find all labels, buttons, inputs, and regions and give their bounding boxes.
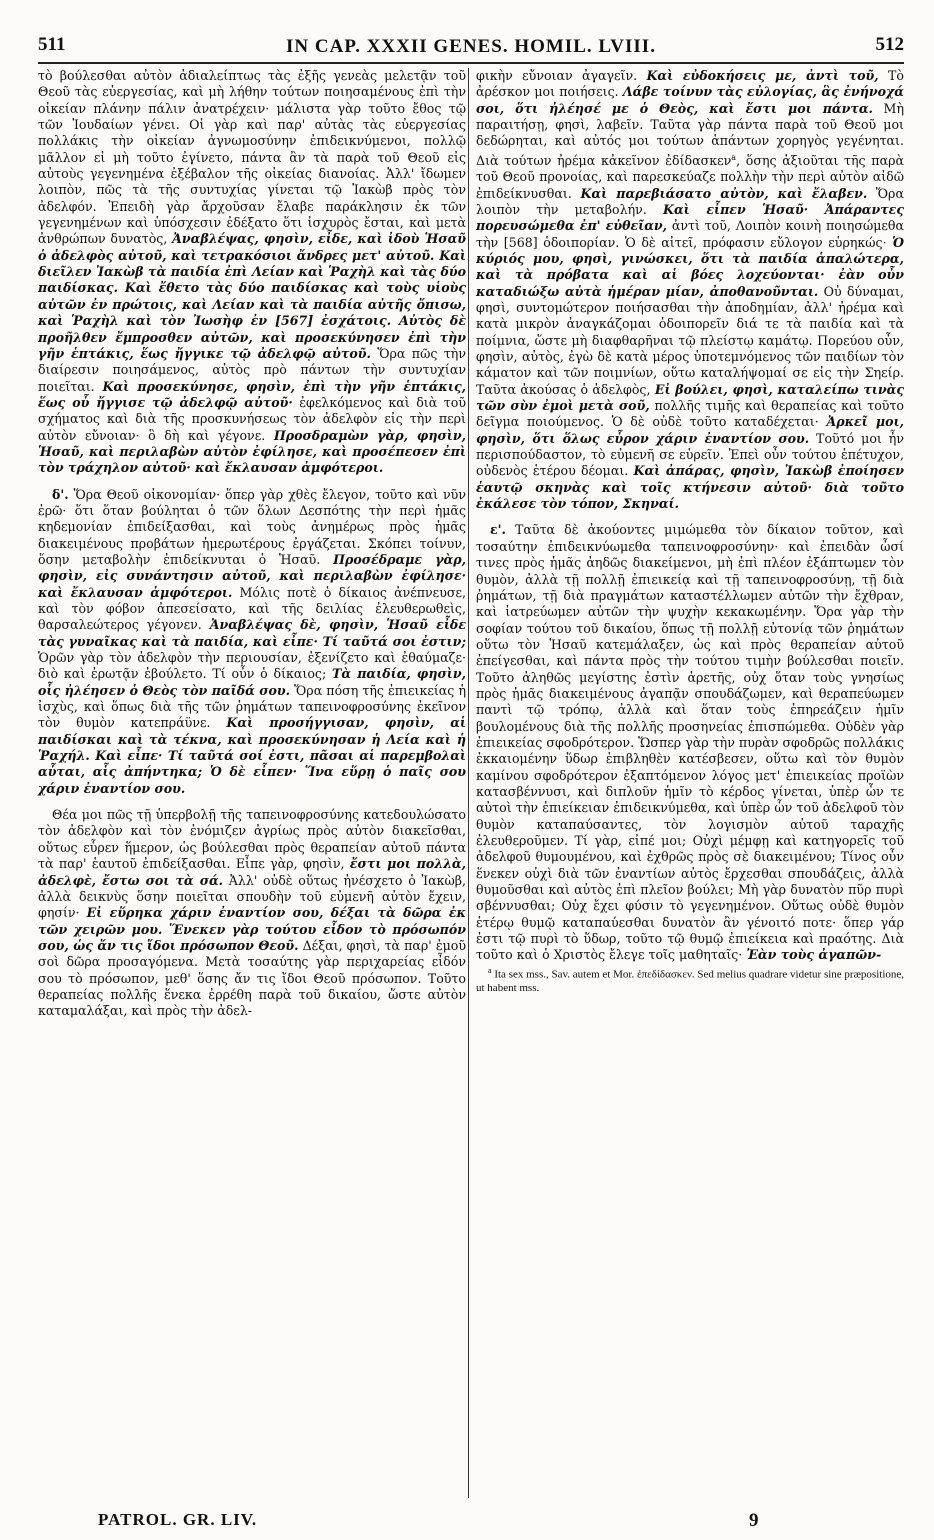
page-number-left: 511 (38, 34, 66, 55)
scripture-quote: Εἰ βούλει, φησὶ, καταλείπω τινὰς τῶν σὺν ἐμοὶ μετὰ σοῦ, (476, 381, 904, 414)
body-text: Ὅρα λοιπὸν τὴν μεταβολήν. (476, 185, 904, 217)
scripture-quote: Ἐὰν τοὺς ἀγαπῶν- (746, 947, 882, 963)
body-text: πολλῆς τιμῆς καὶ θεραπείας καὶ τοῦτο δεῖγμα ποιούμενος. Ὁ δὲ οὐδὲ τοῦτο καταδέχεται· (476, 398, 904, 430)
scripture-quote: ἔστι μοι πολλὰ, ἀδελφὲ, ἔστω σοι τὰ σά. (38, 856, 466, 888)
body-text: Ἀλλ' οὐδὲ οὕτως ἠνέσχετο ὁ Ἰακὼβ, ἀλλὰ δεικνὺς ὅσην ποιεῖται σπουδὴν τοῦ εὐμενῆ αὐτὸν ἔχειν, φησίν· (38, 872, 466, 921)
scripture-quote: Καὶ εὐδοκήσεις με, ἀντὶ τοῦ, (646, 68, 879, 83)
body-text: Θέα μοι πῶς τῇ ὑπερβολῇ τῆς ταπεινοφροσύνης κατεδουλώσατο τὸν ἀδελφὸν καὶ τὸν ἐνόμιζεν ἀγρίως πρὸς αὐτὸν διακεῖσθαι, οὕτως εὗρεν ἥμερον, ὡς βούλεσθαι πρὸς θεραπείαν αὐτοῦ πάντα τὰ παρ' ἑαυτοῦ ἐπιδείξασθαι. Εἶπε γὰρ, φησὶν, (38, 807, 466, 872)
signature-mark: 9 (749, 1510, 759, 1531)
body-text: Οὐ δύναμαι, φησὶ, συντομώτερον ποιήσασθαι τὴν ἀποδημίαν, ἀλλ' ἠρέμα καὶ κατὰ μικρὸν ἀναγκάζομαι ὁδοιπορεῖν διά τε τὰ παιδία καὶ τὰ ποίμνια, ὥστε μὴ διαφθαρῆναι τῷ πλείστῳ καμάτῳ. Πορεύου οὖν, φησὶν, αὐτὸς, ἐγὼ δὲ κατὰ μέρος ὑποτεμνόμενος τῶν παιδίων τὸν κάματον καὶ τῶν ποιμνίων, οὕτω καταλήψομαί σε εἰς τὴν Σηείρ. Ταῦτα ἀκούσας ὁ ἀδελφὸς, (476, 283, 904, 397)
body-text: Μόλις ποτὲ ὁ δίκαιος ἀνέπνευσε, καὶ τὸν φόβον ἀπεσείσατο, καὶ τῆς δειλίας ἐλευθερωθεὶς, θαρσαλεώτερος γέγονεν. (38, 584, 466, 633)
right-column (476, 68, 904, 995)
scripture-quote: Καὶ παρεβιάσατο αὐτὸν, καὶ ἔλαβεν. (580, 185, 868, 201)
scripture-quote: Εἰ εὕρηκα χάριν ἐναντίον σου, δέξαι τὰ δῶρα ἐκ τῶν χειρῶν μου. Ἕνεκεν γὰρ τούτου εἶδον τὸ πρόσωπόν σου, ὡς ἄν τις ἴδοι πρόσωπον Θεοῦ. (38, 905, 466, 953)
body-text: Ταῦτα δὲ ἀκούοντες μιμώμεθα τὸν δίκαιον τοῦτον, καὶ τοσαύτην ἐπιδεικνύωμεθα ταπεινοφροσύνην· καὶ ἐπειδὰν ὦσί τινες πρὸς ἡμᾶς ἀηδῶς διακείμενοι, μὴ ἐπὶ πλέον ἐξάπτωμεν τὸν θυμὸν, ἀλλὰ τῇ πολλῇ ἐπιεικείᾳ καὶ τῇ ταπεινοφροσύνῃ, τῇ διὰ ῥημάτων, τῇ διὰ πραγμάτων καταστέλλωμεν αὐτῶν τὴν ἔχθραν, καὶ ἰατρεύωμεν αὐτῶν τὴν ψυχὴν κεκακωμένην. Ὅρα γὰρ τὴν σοφίαν τούτου τοῦ δικαίου, ὅπως τῇ πολλῇ εὐτονίᾳ τῶν ῥημάτων οὕτω τὸν Ἡσαῦ κατεμάλαξεν, ὡς καὶ πρὸς θεραπείαν αὐτοῦ ἐπείγεσθαι, καὶ πάντα πρὸς τὴν τούτου τιμὴν βούλεσθαι ποιεῖν. Τοῦτο ἀληθῶς μεγίστης ἐστὶν ἀρετῆς, οὐχ ὅταν τοὺς γνησίως πρὸς ἡμᾶς διακειμένους ἀγαπᾷν σπουδάζωμεν, καὶ θεραπεύωμεν παντὶ τῷ τρόπῳ, ἀλλὰ καὶ ὅταν τοὺς ἐπηρεάζειν ἡμῖν βουλομένους διὰ τῆς πολλῆς προσηνείας ἐπισπώμεθα. Οὐδὲν γὰρ ἐπιεικείας σφοδρότερον. Ὥσπερ γὰρ τὴν πυρὰν σφοδρῶς πολλάκις ἐκκαιομένην ὕδωρ ἐπιβληθὲν κατέσβεσεν, οὕτω καὶ τὸν θυμὸν καμίνου σφοδρότερον ἐξαπτόμενον λόγος μετ' ἐπιεικείας προϊὼν κατασβέννυσι, καὶ διπλοῦν ἡμῖν τὸ κέρδος γίνεται, ὑπὲρ ὧν τε αὐτοὶ τὴν ἐπιείκειαν ἐπιδεικνύμεθα, καὶ ὑπὲρ ὧν τοῦ ἀδελφοῦ τὸν θυμὸν καταπαύσαντες, τὸν λογισμὸν αὐτοῦ ταραχῆς ἐλευθεροῦμεν. Τί γὰρ, εἰπέ μοι; Οὐχὶ μέμφῃ καὶ κατηγορεῖς τοῦ ἀδελφοῦ θυμουμένου, καὶ ἐχθρῶς πρὸς σὲ διακειμένου; Τίνος οὖν ἕνεκεν οὐχὶ διὰ τῶν ἐναντίων αὐτὸς ἔρχεσθαι σπουδάζεις, ἀλλὰ θυμοῦσθαι καὶ αὐτὸς ἐπὶ πλεῖον βούλει; Μὴ γὰρ δυνατὸν πῦρ πυρὶ σβέννυσθαι; Οὐχ ἔχει φύσιν τὸ γεγενημένον. Οὕτως οὐδὲ θυμὸν ἑτέρῳ θυμῷ καταπαύεσθαι δυνατὸν ἂν γένοιτό ποτε· ὅπερ γάρ ἐστι τῷ πυρὶ τὸ ὕδωρ, τοῦτο τῷ θυμῷ ἐπιείκεια καὶ πραότης. Διὰ τοῦτο καὶ ὁ Χριστὸς ἔλεγε τοῖς μαθηταῖς· (476, 522, 904, 963)
paragraph (38, 68, 466, 477)
column-divider (468, 68, 469, 1498)
paragraph (38, 807, 466, 1019)
header-rule (38, 62, 904, 64)
left-column (38, 68, 466, 1020)
section-number: ε'. (490, 522, 506, 538)
body-text: Μὴ παραιτήσῃ, φησὶ, λαβεῖν. Ταῦτα γὰρ πάντα παρὰ τοῦ Θεοῦ μοι δεδώρηται, καὶ αὐτός μοι τούτων ἁπάντων χορηγὸς γεγένηται. Διὰ τούτων ἠρέμα κἀκεῖνον ἐδίδασκεν (476, 100, 904, 168)
series-volume-label: PATROL. GR. LIV. (98, 1510, 258, 1529)
scripture-quote: Καὶ προσεκύνησε, φησὶν, ἐπὶ τὴν γῆν ἑπτάκις, ἕως οὗ ἤγγισε τῷ ἀδελφῷ αὐτοῦ· (38, 378, 466, 410)
body-text: ἐφελκόμενος καὶ διὰ τοῦ σχήματος καὶ διὰ τῆς προσκυνήσεως τὸν ἀδελφὸν εἰς τὴν περὶ αὐτὸν εὔνοιαν· ὃ δὴ καὶ γέγονε. (38, 394, 466, 443)
scripture-quote: Τὰ παιδία, φησὶν, οἷς ἠλέησεν ὁ Θεὸς τὸν παῖδά σου. (38, 666, 466, 698)
body-text: Δέξαι, φησὶ, τὰ παρ' ἐμοῦ σοὶ δῶρα προσαγόμενα. Μετὰ τοσαύτης γὰρ περιχαρείας εἶδόν σου τὸ πρόσωπον, μεθ' ὅσης ἄν τις ἴδοι Θεοῦ πρόσωπον. Τοῦτο θεραπείας πολλῆς ἕνεκα ἐρρέθη παρὰ τοῦ δικαίου, ὥστε αὐτὸν καταμαλάξαι, καὶ πρὸς τὴν ἀδελ- (38, 937, 466, 1019)
scripture-quote: Καὶ εἶπεν Ἡσαῦ· Ἀπάραντες πορευσώμεθα ἐπ' εὐθεῖαν, (476, 201, 904, 234)
body-text: Τὸ ἀρέσκον μοι ποιήσεις. (476, 68, 904, 100)
running-header (38, 34, 904, 60)
footnote-reference: a (731, 152, 737, 162)
footnote (476, 964, 904, 996)
paragraph (476, 68, 904, 512)
scripture-quote: Καὶ ἀπάρας, φησὶν, Ἰακὼβ ἐποίησεν ἑαυτῷ σκηνὰς καὶ τοῖς κτήνεσιν αὐτοῦ· διὰ τοῦτο ἐκάλεσε τὸν τόπον, Σκηναί. (476, 463, 904, 512)
page-footer (38, 1510, 904, 1536)
scripture-quote: Προσέδραμε γὰρ, φησὶν, εἰς συνάντησιν αὐτοῦ, καὶ περιλαβὼν ἐφίλησε· καὶ ἔκλαυσαν ἀμφότεροι. (38, 551, 466, 600)
body-text: φικὴν εὔνοιαν ἀγαγεῖν. (476, 68, 638, 83)
section-number: δ'. (52, 486, 69, 502)
body-text: Τοῦτό μοι ἦν περισπούδαστον, τὸ εὐμενῆ σε εὑρεῖν. Ἐπεὶ οὖν τούτου ἐπέτυχον, οὐδενὸς ἑτέρου δέομαι. (476, 430, 904, 479)
body-text: Ὁρῶν γὰρ τὸν ἀδελφὸν τὴν περιουσίαν, ἐξενίζετο καὶ ἐθαύμαζε· διὸ καὶ ἐρωτᾷν ἐβούλετο. Τί οὖν ὁ δίκαιος; (38, 650, 466, 682)
body-text: , ὅσης ἀξιοῦται τῆς παρὰ τοῦ Θεοῦ προνοίας, καὶ παρεσκεύαζε πολλὴν τὴν περὶ αὐτὸν αἰδῶ ἐπιδείκνυσθαι. (476, 152, 904, 201)
scripture-quote: Προσδραμὼν γὰρ, φησὶν, Ἡσαῦ, καὶ περιλαβὼν αὐτὸν ἐφίλησε, καὶ προσέπεσεν ἐπὶ τὸν τράχηλον αὐτοῦ· καὶ ἔκλαυσαν ἀμφότεροι. (38, 427, 466, 476)
paragraph (476, 522, 904, 963)
page-number-right: 512 (875, 34, 904, 55)
body-text: τὸ βούλεσθαι αὐτὸν ἀδιαλείπτως τὰς ἐξῆς γενεὰς μελετᾷν τοῦ Θεοῦ τὰς εὐεργεσίας, καὶ μὴ λήθην τούτων ποιησαμένους ἐπὶ τὴν οἰκείαν πλάνην πάλιν ἀνατρέχειν· μάλιστα γὰρ τοῦτο ἔθος τῷ τῶν Ἰουδαίων γένει. Οἱ γὰρ καὶ παρ' αὐτὰς τὰς εὐεργεσίας πολλάκις τὴν οἰκείαν ἀγνωμοσύνην ἐπιδεικνύμενοι, πολλῷ μᾶλλον εἰ μὴ τοῦτο ἐγίνετο, πάντα ἂν τὰ παρὰ τοῦ Θεοῦ εἰς αὐτοὺς γεγενημένα ἐξέβαλον τῆς οἰκείας διανοίας. Ἀλλ' ἴδωμεν λοιπὸν, πῶς τὰ τῆς συντυχίας γίνεται τῷ Ἰακὼβ πρὸς τὸν ἀδελφόν. Ἐπειδὴ γὰρ ἄρχοῦσαν ἔλαβε παράκλησιν ἐκ τῶν γεγενημένων καὶ ὑπόσχεσιν ἐδέξατο ὅτι ἰσχυρὸς ἔσται, καὶ μετὰ ἀνθρώπων δυνατὸς, (38, 68, 466, 247)
scripture-quote: Λάβε τοίνυν τὰς εὐλογίας, ἃς ἐνήνοχά σοι, ὅτι ἠλέησέ με ὁ Θεὸς, καὶ ἔστι μοι πάντα. (476, 84, 904, 116)
running-title: IN CAP. XXXII GENES. HOMIL. LVIII. (286, 36, 656, 57)
scripture-quote: Ἀναβλέψας, φησὶν, εἶδε, καὶ ἰδοὺ Ἡσαῦ ὁ ἀδελφὸς αὐτοῦ, καὶ τετρακόσιοι ἄνδρες μετ' αὐτοῦ. Καὶ διεῖλεν Ἰακὼβ τὰ παιδία ἐπὶ Λείαν καὶ Ῥαχὴλ καὶ τὰς δύο παιδίσκας. Καὶ ἔθετο τὰς δύο παιδίσκας καὶ τοὺς υἱοὺς αὐτῶν ἐν πρώτοις, καὶ Λείαν καὶ τὰ παιδία αὐτῆς ὄπισω, καὶ Ῥαχὴλ καὶ τὸν Ἰωσὴφ ἐν [567] ἐσχάτοις. Αὐτὸς δὲ προῆλθεν ἔμπροσθεν αὐτῶν, καὶ προσεκύνησεν ἐπὶ τὴν γῆν ἑπτάκις, ἕως ἤγγικε τῷ ἀδελφῷ αὐτοῦ. (38, 231, 466, 361)
body-text: Ὅρα πῶς τὴν διαίρεσιν ποιησάμενος, αὐτὸς πρὸ πάντων τὴν συντυχίαν ποιεῖται. (38, 345, 466, 394)
scripture-quote: Ἀναβλέψας δὲ, φησὶν, Ἡσαῦ εἶδε τὰς γυναῖκας καὶ τὰ παιδία, καὶ εἶπε· Τί ταῦτά σοι ἐστιν; (38, 617, 466, 649)
body-text: ἀντὶ τοῦ, Λοιπὸν κοινὴ ποιησώμεθα τὴν [568] ὁδοιπορίαν. Ὁ δὲ αἰτεῖ, πρόφασιν εὔλογον εὑρηκώς· (476, 218, 905, 250)
body-text: Ὅρα Θεοῦ οἰκονομίαν· ὅπερ γὰρ χθὲς ἔλεγον, τοῦτο καὶ νῦν ἐρῶ· ὅτι ὅταν βούληται ὁ τῶν ὅλων Δεσπότης τὴν περὶ ἡμᾶς κηδεμονίαν ἐπιδείξασθαι, καὶ τοὺς ἀνημέρως πρὸς ἡμᾶς διακειμένους προβάτων ἡμερωτέρους ἐργάζεται. Σκόπει τοίνυν, ὅσην μεταβολὴν ἐπιδείκνυται ὁ Ἡσαῦ. (38, 486, 466, 567)
footnote-text: Ita sex mss., Sav. autem et Mor. ἐπεδίδασκεν. Sed melius quadrare videtur sine præpositione, ut habent mss. (476, 968, 905, 995)
scripture-quote: Καὶ προσήγγισαν, φησὶν, αἱ παιδίσκαι καὶ τὰ τέκνα, καὶ προσεκύνησαν ἡ Λεία καὶ ἡ Ῥαχήλ. Καὶ εἶπε· Τί ταῦτά σοί ἐστι, πᾶσαι αἱ παρεμβολαὶ αὗται, αἷς ἀπήντηκα; Ὁ δὲ εἶπεν· Ἵνα εὕρῃ ὁ παῖς σου χάριν ἐναντίον σου. (38, 715, 467, 796)
scripture-quote: Ὁ κύριός μου, φησὶ, γινώσκει, ὅτι τὰ παιδία ἁπαλώτερα, καὶ τὰ πρόβατα καὶ αἱ βόες λοχεύονται· ἐὰν οὖν καταδιώξω αὐτὰ ἡμέραν μίαν, ἀποθανοῦνται. (476, 234, 904, 299)
body-text: Ὅρα πόση τῆς ἐπιεικείας ἡ ἰσχὺς, καὶ ὅπως διὰ τῆς τῶν ῥημάτων ταπεινοφροσύνης ἐκεῖνον τὸν θυμὸν κατεπράϋνε. (38, 682, 466, 731)
paragraph (38, 487, 466, 798)
footnote-mark: a (488, 965, 492, 975)
scripture-quote: Ἀρκεῖ μοι, φησὶν, ὅτι ὅλως εὗρον χάριν ἐναντίον σου. (476, 414, 904, 446)
